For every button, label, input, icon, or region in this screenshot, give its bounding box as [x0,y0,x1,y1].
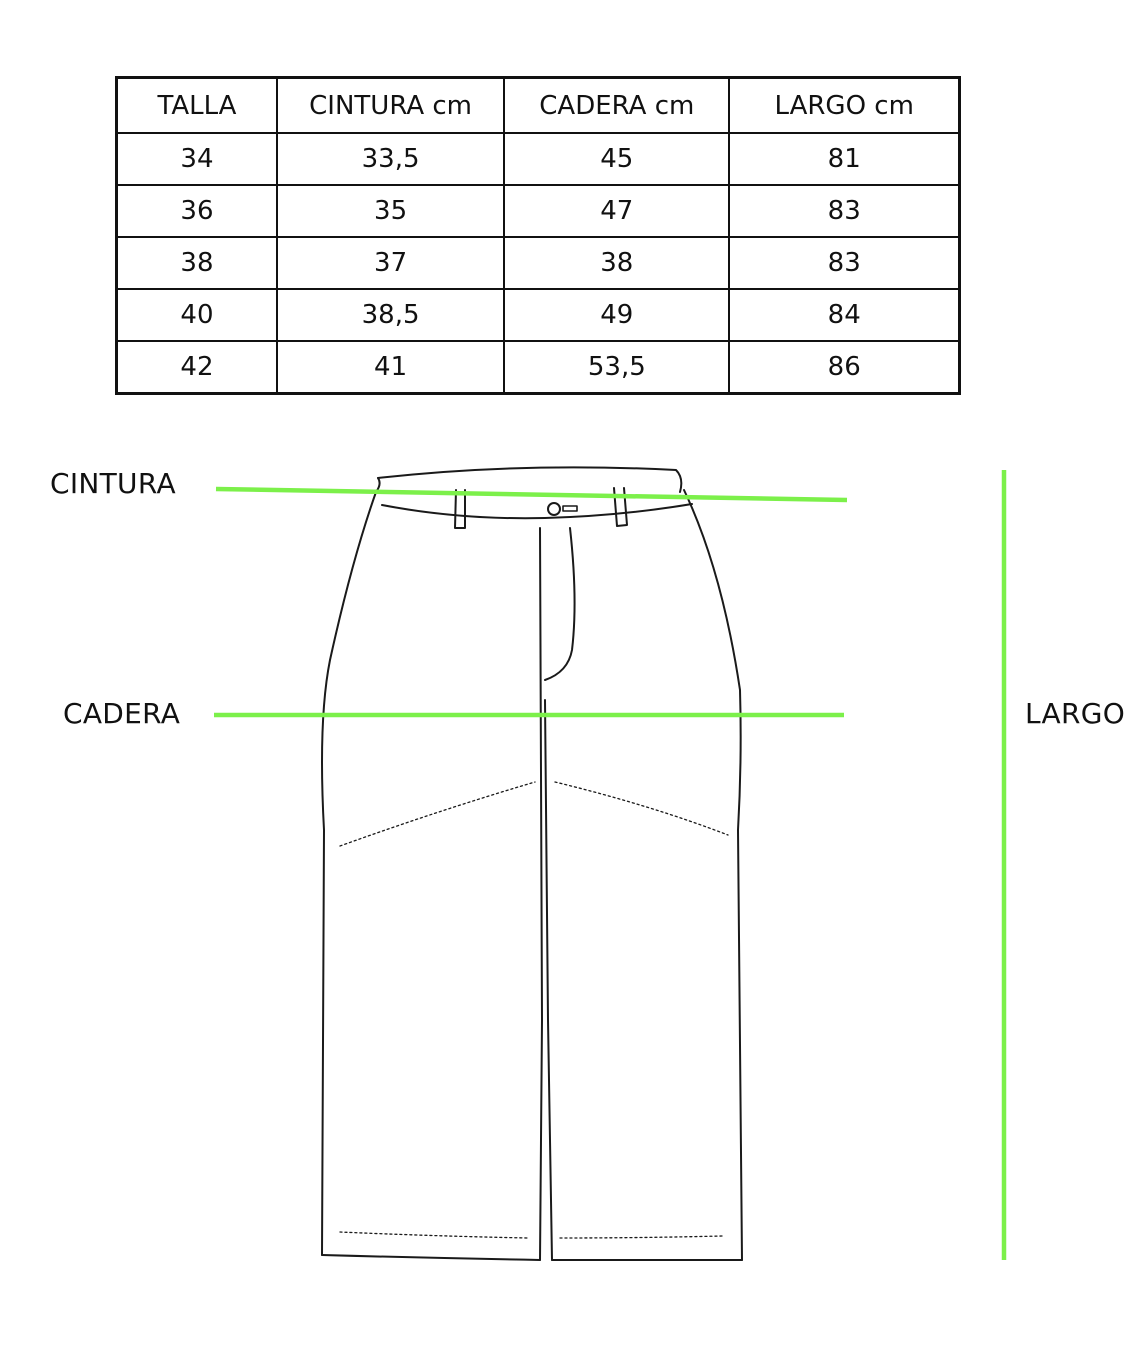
cell-talla: 40 [117,289,277,341]
measurement-lines [214,470,1004,1260]
cell-largo: 86 [729,341,959,394]
waist-button [548,503,560,515]
waist-measure-line [216,489,847,500]
header-talla: TALLA [117,78,277,134]
header-cintura: CINTURA cm [277,78,504,134]
belt-loop-left [455,490,465,528]
cell-talla: 36 [117,185,277,237]
left-hem [322,1255,540,1260]
trousers-illustration [322,467,742,1260]
cell-cintura: 38,5 [277,289,504,341]
cell-largo: 84 [729,289,959,341]
length-label: LARGO [1025,697,1126,730]
left-knee-crease [340,782,535,846]
left-leg-inner [540,528,542,1260]
cell-largo: 83 [729,237,959,289]
hip-label: CADERA [63,697,181,730]
cell-largo: 81 [729,133,959,185]
waistband-bottom [382,504,692,518]
cell-cadera: 45 [504,133,729,185]
fly-stitch [545,528,575,680]
cell-talla: 38 [117,237,277,289]
cell-cadera: 53,5 [504,341,729,394]
cell-cadera: 47 [504,185,729,237]
cell-cadera: 49 [504,289,729,341]
cell-cintura: 33,5 [277,133,504,185]
waistband-top [378,467,681,492]
right-hem-stitch [560,1236,722,1238]
cell-cintura: 37 [277,237,504,289]
cell-cintura: 41 [277,341,504,394]
right-knee-crease [555,782,728,835]
buttonhole [563,506,577,511]
right-leg-inner [545,700,552,1260]
cell-cadera: 38 [504,237,729,289]
left-hem-stitch [340,1232,528,1238]
waist-label: CINTURA [50,467,176,500]
header-cadera: CADERA cm [504,78,729,134]
right-leg-outer [684,490,742,1260]
header-largo: LARGO cm [729,78,959,134]
cell-cintura: 35 [277,185,504,237]
belt-loop-right [614,488,627,526]
cell-talla: 34 [117,133,277,185]
left-leg-outer [322,492,376,1255]
cell-talla: 42 [117,341,277,394]
cell-largo: 83 [729,185,959,237]
